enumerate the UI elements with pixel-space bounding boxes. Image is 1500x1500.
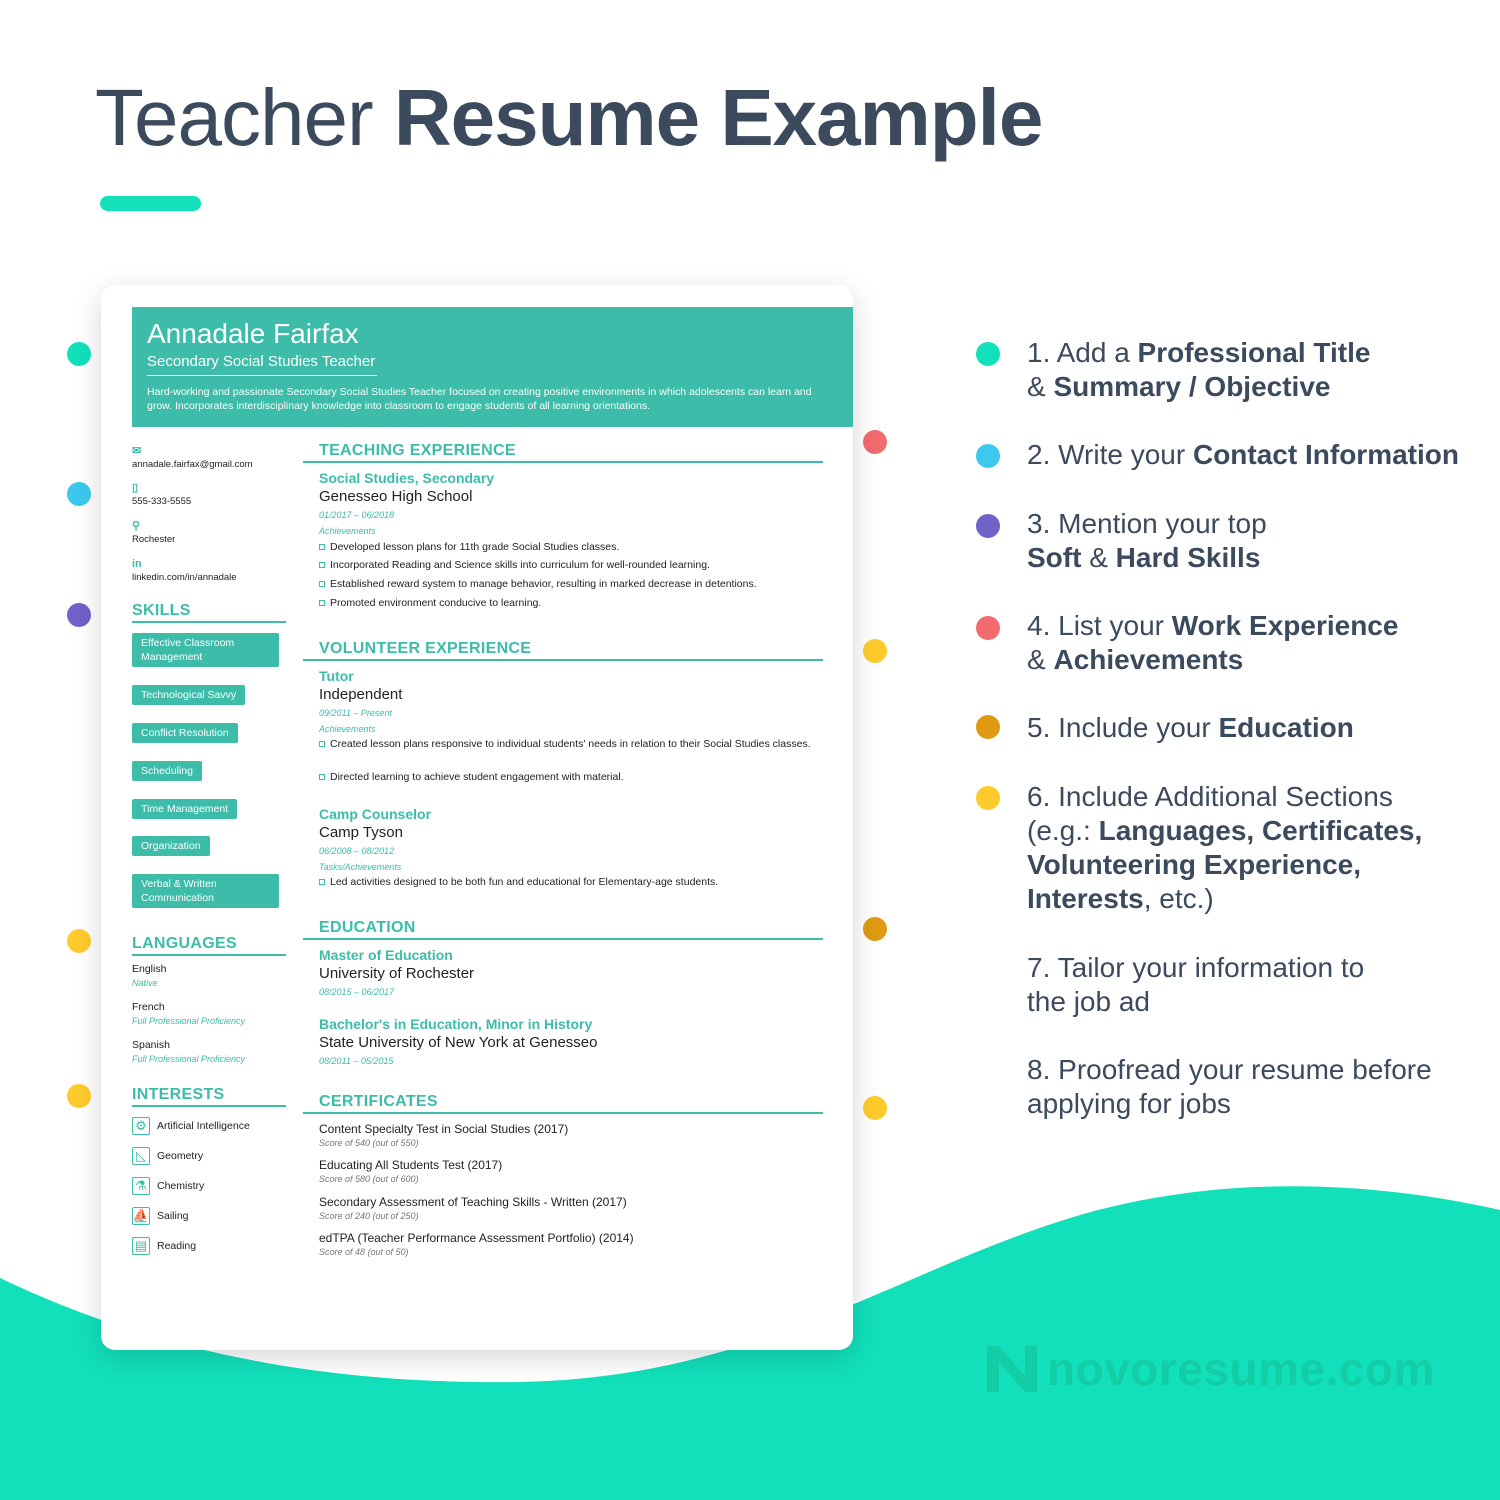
tip-item: 4. List your Work Experience & Achievements <box>1027 610 1399 675</box>
skill-tag: Organization <box>132 836 210 856</box>
page-title: Teacher Resume Example <box>95 73 1043 162</box>
tip-dot-blue <box>976 444 1000 468</box>
achievements-label: Tasks/Achievements <box>319 862 402 872</box>
linkedin-icon: in <box>132 558 142 570</box>
section-divider <box>132 621 286 623</box>
job-employer: Camp Tyson <box>319 824 403 841</box>
language-level: Full Professional Proficiency <box>132 1054 246 1064</box>
job-employer: Independent <box>319 686 403 703</box>
section-divider <box>303 938 823 940</box>
certificate-name: Secondary Assessment of Teaching Skills - Written (2017) <box>319 1195 627 1209</box>
skill-tag: Scheduling <box>132 761 202 781</box>
resume-card <box>101 285 853 1350</box>
phone-icon: ▯ <box>132 482 139 494</box>
section-divider <box>132 1105 286 1107</box>
section-divider <box>303 461 823 463</box>
novoresume-n-icon <box>985 1344 1039 1394</box>
marker-dot-yellow <box>67 929 91 953</box>
resume-subtitle: Secondary Social Studies Teacher <box>147 353 376 370</box>
interest-item: ⚙ Artificial Intelligence <box>132 1117 250 1135</box>
skill-tag: Verbal & Written Communication <box>132 874 279 908</box>
contact-email: ✉ annadale.fairfax@gmail.com <box>132 445 287 470</box>
tip-item: 3. Mention your top Soft & Hard Skills <box>1027 508 1267 573</box>
language-level: Full Professional Proficiency <box>132 1016 246 1026</box>
language-name: French <box>132 1001 165 1013</box>
section-divider <box>132 954 286 956</box>
section-divider <box>303 1112 823 1114</box>
skill-tag: Time Management <box>132 799 237 819</box>
certificate-name: Content Specialty Test in Social Studies (2017) <box>319 1122 569 1136</box>
education-heading: EDUCATION <box>319 919 416 936</box>
marker-dot-purple <box>67 603 91 627</box>
resume-name: Annadale Fairfax <box>147 318 359 349</box>
tip-dot-teal <box>976 342 1000 366</box>
contact-linkedin: in linkedin.com/in/annadale <box>132 558 287 583</box>
certificate-score: Score of 48 (out of 50) <box>319 1247 409 1257</box>
tip-dot-orange <box>976 715 1000 739</box>
achievement-bullet: Incorporated Reading and Science skills into curriculum for well-rounded learning. <box>319 558 819 572</box>
ai-icon: ⚙ <box>132 1117 150 1135</box>
contact-phone: ▯ 555-333-5555 <box>132 482 287 507</box>
job-dates: 06/2008 – 08/2012 <box>319 846 395 856</box>
resume-header <box>132 307 853 427</box>
marker-dot-orange <box>863 917 887 941</box>
degree-dates: 08/2015 – 06/2017 <box>319 987 395 997</box>
geometry-icon: ◺ <box>132 1147 150 1165</box>
certificate-score: Score of 540 (out of 550) <box>319 1138 419 1148</box>
teaching-heading: TEACHING EXPERIENCE <box>319 442 516 459</box>
certificates-heading: CERTIFICATES <box>319 1093 438 1110</box>
degree-dates: 08/2011 – 05/2015 <box>319 1056 394 1066</box>
resume-summary: Hard-working and passionate Secondary Social Studies Teacher focused on creating positive environments in which adolescents can learn and grow. Incorporates interdisciplinary knowledge into classroom to engage students of all learning orientations. <box>147 386 812 412</box>
languages-heading: LANGUAGES <box>132 935 237 952</box>
subtitle-underline <box>147 375 377 376</box>
achievement-bullet: Developed lesson plans for 11th grade Social Studies classes. <box>319 540 819 554</box>
language-name: Spanish <box>132 1039 170 1051</box>
chemistry-icon: ⚗ <box>132 1177 150 1195</box>
marker-dot-yellow <box>863 1096 887 1120</box>
achievements-label: Achievements <box>319 526 376 536</box>
contact-location: ⚲ Rochester <box>132 520 287 545</box>
marker-dot-yellow <box>863 639 887 663</box>
job-dates: 09/2011 – Present <box>319 708 392 718</box>
book-icon: ▤ <box>132 1237 150 1255</box>
skill-tag: Effective Classroom Management <box>132 633 279 667</box>
certificate-score: Score of 580 (out of 600) <box>319 1174 419 1184</box>
achievement-bullet: Directed learning to achieve student engagement with material. <box>319 770 819 784</box>
achievement-bullet: Led activities designed to be both fun and educational for Elementary-age students. <box>319 875 819 889</box>
title-underline <box>100 196 201 211</box>
volunteer-heading: VOLUNTEER EXPERIENCE <box>319 640 532 657</box>
achievement-bullet: Created lesson plans responsive to individual students' needs in relation to their Social Studies classes. <box>319 737 819 751</box>
marker-dot-blue <box>67 482 91 506</box>
job-title: Tutor <box>319 668 354 684</box>
interest-item: ▤ Reading <box>132 1237 196 1255</box>
tip-item: 1. Add a Professional Title & Summary / Objective <box>1027 337 1371 402</box>
tip-dot-red <box>976 616 1000 640</box>
job-dates: 01/2017 – 06/2018 <box>319 510 395 520</box>
email-icon: ✉ <box>132 445 142 457</box>
degree-title: Bachelor's in Education, Minor in History <box>319 1016 593 1032</box>
interest-item: ⚗ Chemistry <box>132 1177 204 1195</box>
language-name: English <box>132 963 167 975</box>
brand-logo[interactable] <box>985 1342 1435 1396</box>
marker-dot-red <box>863 430 887 454</box>
skills-heading: SKILLS <box>132 602 191 619</box>
language-level: Native <box>132 978 158 988</box>
certificate-name: Educating All Students Test (2017) <box>319 1158 503 1172</box>
tip-item: 7. Tailor your information to the job ad <box>1027 952 1365 1017</box>
achievements-label: Achievements <box>319 724 376 734</box>
certificate-score: Score of 240 (out of 250) <box>319 1211 419 1221</box>
job-employer: Genesseo High School <box>319 488 473 505</box>
tip-dot-yellow <box>976 786 1000 810</box>
brand-name: novoresume.com <box>1047 1343 1435 1395</box>
certificate-name: edTPA (Teacher Performance Assessment Portfolio) (2014) <box>319 1231 634 1245</box>
skill-tag: Conflict Resolution <box>132 723 238 743</box>
job-title: Social Studies, Secondary <box>319 470 495 486</box>
achievement-bullet: Established reward system to manage behavior, resulting in marked decrease in detentions. <box>319 577 819 591</box>
tip-item: 6. Include Additional Sections (e.g.: Languages, Certificates, Volunteering Experience, Interests, etc.) <box>1027 781 1423 914</box>
tip-item: 8. Proofread your resume before applying for jobs <box>1027 1054 1432 1119</box>
degree-school: University of Rochester <box>319 965 475 982</box>
tip-item: 5. Include your Education <box>1027 712 1354 743</box>
job-title: Camp Counselor <box>319 806 432 822</box>
tip-item: 2. Write your Contact Information <box>1027 439 1459 470</box>
degree-title: Master of Education <box>319 947 453 963</box>
marker-dot-teal <box>67 342 91 366</box>
sailing-icon: ⛵ <box>132 1208 150 1223</box>
tip-dot-purple <box>976 514 1000 538</box>
location-icon: ⚲ <box>132 520 141 532</box>
interest-item: ⛵ Sailing <box>132 1208 189 1223</box>
achievement-bullet: Promoted environment conducive to learning. <box>319 596 819 610</box>
section-divider <box>303 659 823 661</box>
skill-tag: Technological Savvy <box>132 685 245 705</box>
interests-heading: INTERESTS <box>132 1086 225 1103</box>
degree-school: State University of New York at Genesseo <box>319 1034 598 1051</box>
interest-item: ◺ Geometry <box>132 1147 203 1165</box>
marker-dot-yellow <box>67 1084 91 1108</box>
